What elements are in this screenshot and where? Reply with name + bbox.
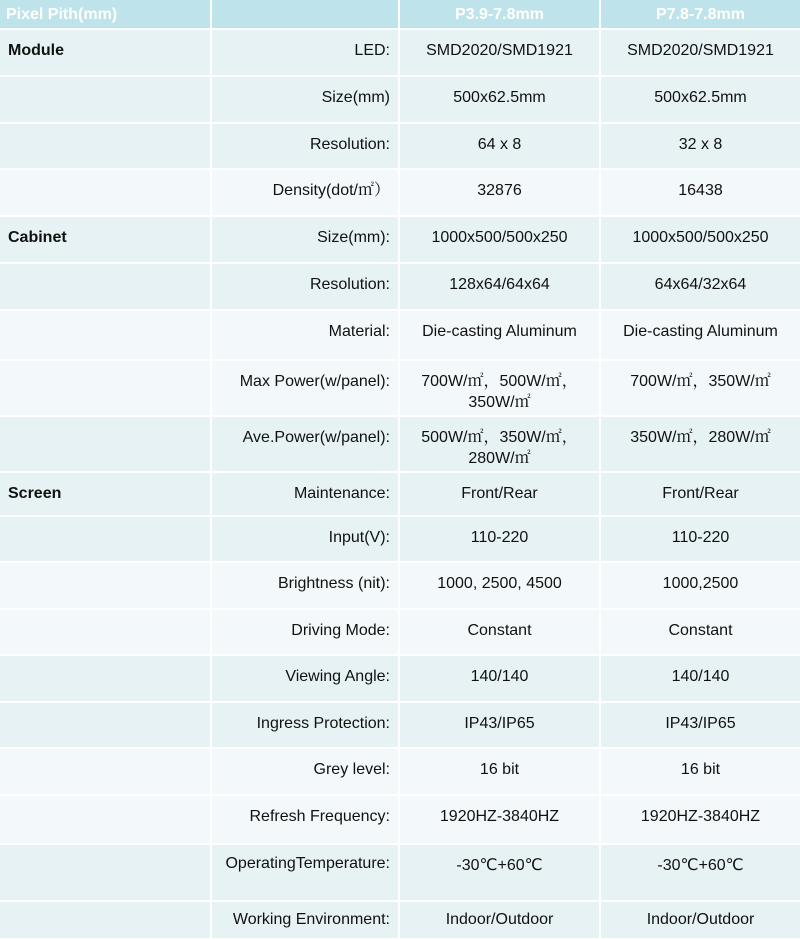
table-row bbox=[0, 77, 800, 124]
header-col1: P3.9-7.8mm bbox=[400, 0, 601, 30]
row-value-col1: 700W/㎡，500W/㎡，350W/㎡ bbox=[400, 361, 601, 417]
row-value-col2: 700W/㎡，350W/㎡ bbox=[601, 361, 800, 417]
row-value-col1: 16 bit bbox=[400, 749, 601, 796]
section-label bbox=[0, 749, 212, 796]
row-value-col2: Die-casting Aluminum bbox=[601, 311, 800, 361]
row-value-col2: 110-220 bbox=[601, 517, 800, 563]
section-label bbox=[0, 902, 212, 940]
table-row bbox=[0, 361, 800, 417]
row-value-col1: IP43/IP65 bbox=[400, 703, 601, 749]
section-label: Cabinet bbox=[0, 217, 212, 264]
table-row bbox=[0, 124, 800, 170]
table-row bbox=[0, 563, 800, 610]
row-label: Resolution: bbox=[212, 124, 400, 170]
section-label bbox=[0, 563, 212, 610]
row-value-col1: 128x64/64x64 bbox=[400, 264, 601, 311]
row-label: Size(mm) bbox=[212, 77, 400, 124]
row-label: Maintenance: bbox=[212, 473, 400, 517]
row-label bbox=[212, 845, 400, 902]
row-value-col1: 1000x500/500x250 bbox=[400, 217, 601, 264]
table-row bbox=[0, 902, 800, 940]
section-label bbox=[0, 361, 212, 417]
row-label: Size(mm): bbox=[212, 217, 400, 264]
row-label: Material: bbox=[212, 311, 400, 361]
row-value-col2: -30℃+60℃ bbox=[601, 845, 800, 902]
table-row bbox=[0, 610, 800, 656]
table-row bbox=[0, 30, 800, 77]
row-value-col1: -30℃+60℃ bbox=[400, 845, 601, 902]
row-value-col2: 64x64/32x64 bbox=[601, 264, 800, 311]
row-value-col1: 1000, 2500, 4500 bbox=[400, 563, 601, 610]
section-label bbox=[0, 703, 212, 749]
table-row bbox=[0, 417, 800, 473]
row-value-col1: 500x62.5mm bbox=[400, 77, 601, 124]
section-label bbox=[0, 77, 212, 124]
row-label-text: OperatingTemperature: bbox=[225, 855, 390, 872]
row-value-col2: IP43/IP65 bbox=[601, 703, 800, 749]
table-row bbox=[0, 517, 800, 563]
row-value-col2: 16 bit bbox=[601, 749, 800, 796]
section-label bbox=[0, 517, 212, 563]
row-label: Brightness (nit): bbox=[212, 563, 400, 610]
row-label: Resolution: bbox=[212, 264, 400, 311]
section-label bbox=[0, 124, 212, 170]
header-blank bbox=[212, 0, 400, 30]
row-value-col1: Indoor/Outdoor bbox=[400, 902, 601, 940]
row-label: LED: bbox=[212, 30, 400, 77]
row-value-col1: Die-casting Aluminum bbox=[400, 311, 601, 361]
row-value-col2: Front/Rear bbox=[601, 473, 800, 517]
row-value-col2: Indoor/Outdoor bbox=[601, 902, 800, 940]
section-label bbox=[0, 264, 212, 311]
table-header bbox=[0, 0, 800, 30]
row-value-col1: 64 x 8 bbox=[400, 124, 601, 170]
table-row bbox=[0, 170, 800, 217]
row-value-col2: SMD2020/SMD1921 bbox=[601, 30, 800, 77]
row-label: Working Environment: bbox=[212, 902, 400, 940]
row-value-col2: Constant bbox=[601, 610, 800, 656]
row-value-col2: 16438 bbox=[601, 170, 800, 217]
row-label: Input(V): bbox=[212, 517, 400, 563]
section-label bbox=[0, 417, 212, 473]
row-value-col1: 500W/㎡，350W/㎡，280W/㎡ bbox=[400, 417, 601, 473]
table-row bbox=[0, 311, 800, 361]
row-value-col2: 1000x500/500x250 bbox=[601, 217, 800, 264]
row-value-col1: Constant bbox=[400, 610, 601, 656]
row-value-col2: 32 x 8 bbox=[601, 124, 800, 170]
header-col2: P7.8-7.8mm bbox=[601, 0, 800, 30]
table-row bbox=[0, 473, 800, 517]
row-label: Ingress Protection: bbox=[212, 703, 400, 749]
row-value-col2: 1000,2500 bbox=[601, 563, 800, 610]
section-label bbox=[0, 311, 212, 361]
row-label: Density(dot/㎡） bbox=[212, 170, 400, 217]
row-value-col1: Front/Rear bbox=[400, 473, 601, 517]
section-label: Module bbox=[0, 30, 212, 77]
row-label: Max Power(w/panel): bbox=[212, 361, 400, 417]
section-label bbox=[0, 845, 212, 902]
row-value-col1: 32876 bbox=[400, 170, 601, 217]
row-label: Ave.Power(w/panel): bbox=[212, 417, 400, 473]
row-value-col2: 140/140 bbox=[601, 656, 800, 703]
table-row bbox=[0, 749, 800, 796]
section-label bbox=[0, 170, 212, 217]
section-label bbox=[0, 656, 212, 703]
row-value-col2: 1920HZ-3840HZ bbox=[601, 796, 800, 845]
row-value-col1: 110-220 bbox=[400, 517, 601, 563]
row-value-col2: 350W/㎡，280W/㎡ bbox=[601, 417, 800, 473]
row-label: Driving Mode: bbox=[212, 610, 400, 656]
row-label: Refresh Frequency: bbox=[212, 796, 400, 845]
row-value-col1: 140/140 bbox=[400, 656, 601, 703]
section-label: Screen bbox=[0, 473, 212, 517]
row-label: Grey level: bbox=[212, 749, 400, 796]
row-value-col2: 500x62.5mm bbox=[601, 77, 800, 124]
row-value-col1: SMD2020/SMD1921 bbox=[400, 30, 601, 77]
section-label bbox=[0, 796, 212, 845]
table-row bbox=[0, 703, 800, 749]
table-row bbox=[0, 845, 800, 902]
header-title: Pixel Pith(mm) bbox=[0, 0, 212, 30]
table-row bbox=[0, 796, 800, 845]
section-label bbox=[0, 610, 212, 656]
row-label: Viewing Angle: bbox=[212, 656, 400, 703]
table-row bbox=[0, 264, 800, 311]
table-row bbox=[0, 217, 800, 264]
row-value-col1: 1920HZ-3840HZ bbox=[400, 796, 601, 845]
table-row bbox=[0, 656, 800, 703]
